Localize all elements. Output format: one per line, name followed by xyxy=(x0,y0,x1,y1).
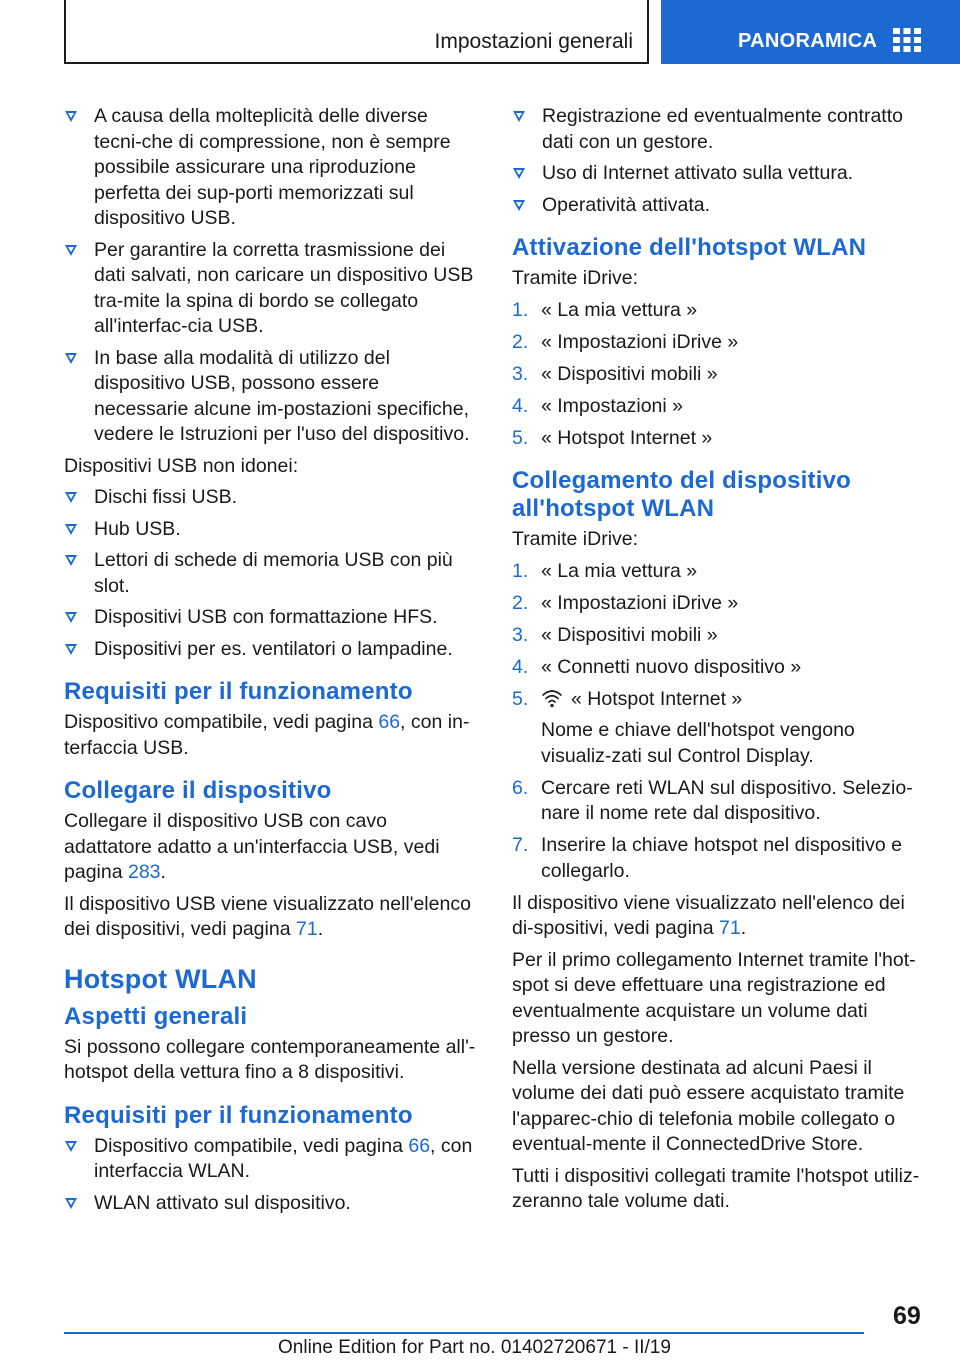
header-chapter-title: PANORAMICA xyxy=(738,30,878,52)
list-item: Lettori di schede di memoria USB con più slot. xyxy=(64,548,478,599)
list-item: WLAN attivato sul dispositivo. xyxy=(64,1191,478,1217)
page-link-66[interactable]: 66 xyxy=(408,1134,431,1157)
connect-device-text: Collegare il dispositivo USB con cavo adattatore adatto a un'interfaccia USB, vedi pagina 283. xyxy=(64,810,440,883)
data-volume-text: Nella versione destinata ad alcuni Paesi il volume dei dati può essere acquistato tramite l'apparec-chio di telefonia mobile collegato o eventual-mente il ConnectedDrive Store. xyxy=(512,1056,905,1155)
triangle-bullet-icon xyxy=(65,612,77,623)
triangle-bullet-icon xyxy=(513,200,525,211)
triangle-bullet-icon xyxy=(65,555,77,566)
triangle-bullet-icon xyxy=(65,1198,77,1209)
page-link-283[interactable]: 283 xyxy=(127,861,161,883)
right-column xyxy=(512,104,928,1221)
step-item: 5. « Hotspot Internet » Nome e chiave dell'hotspot vengono visualiz-zati sul Control Display. xyxy=(512,687,928,770)
triangle-bullet-icon xyxy=(65,1141,77,1152)
connect-steps-list xyxy=(512,559,928,885)
triangle-bullet-icon xyxy=(513,111,525,122)
list-item: A causa della molteplicità delle diverse tecni-che di compressione, non è sempre possibile assicurare una riproduzione perfetta dei sup-porti memorizzati sul dispositivo USB. xyxy=(64,104,478,232)
requirements-usb-text: Dispositivo compatibile, vedi pagina 66, con in-terfaccia USB. xyxy=(64,711,470,759)
step-item: 2. « Impostazioni iDrive » xyxy=(512,591,739,614)
device-shown-text: Il dispositivo USB viene visualizzato nell'elenco dei dispositivi, vedi pagina 71. xyxy=(64,892,471,940)
usb-notes-list xyxy=(64,104,478,448)
step-item: 4. « Impostazioni » xyxy=(512,394,683,417)
section-heading-general: Aspetti generali xyxy=(64,1002,248,1030)
section-heading-requirements-wlan: Requisiti per il funzionamento xyxy=(64,1101,413,1129)
step-item: 3. « Dispositivi mobili » xyxy=(512,623,718,646)
footer-rule xyxy=(64,1332,864,1334)
unsuitable-devices-list xyxy=(64,485,478,662)
triangle-bullet-icon xyxy=(65,492,77,503)
triangle-bullet-icon xyxy=(65,111,77,122)
step-note: Nome e chiave dell'hotspot vengono visualiz-zati sul Control Display. xyxy=(541,719,855,767)
page-link-66[interactable]: 66 xyxy=(378,711,401,733)
shared-volume-text: Tutti i dispositivi collegati tramite l'hotspot utiliz-zeranno tale volume dati. xyxy=(512,1164,920,1212)
list-item: Hub USB. xyxy=(64,517,478,543)
page-number: 69 xyxy=(893,1302,921,1330)
header-section-title: Impostazioni generali xyxy=(434,30,633,53)
triangle-bullet-icon xyxy=(65,524,77,535)
unsuitable-intro: Dispositivi USB non idonei: xyxy=(64,454,299,477)
step-item: 3. « Dispositivi mobili » xyxy=(512,362,718,385)
requirements-wlan-list xyxy=(64,1134,478,1217)
grid-icon xyxy=(893,28,921,52)
triangle-bullet-icon xyxy=(65,245,77,256)
step-item: 1. « La mia vettura » xyxy=(512,298,698,321)
list-item: Operatività attivata. xyxy=(512,193,928,219)
list-item: Registrazione ed eventualmente contratto dati con un gestore. xyxy=(512,104,928,155)
step-item: 4. « Connetti nuovo dispositivo » xyxy=(512,655,802,678)
connect-intro: Tramite iDrive: xyxy=(512,528,639,550)
activate-steps-list xyxy=(512,298,928,452)
step-item: 1. « La mia vettura » xyxy=(512,559,698,582)
header-chapter-tab[interactable] xyxy=(661,0,960,64)
list-item: Per garantire la corretta trasmissione dei dati salvati, non caricare un dispositivo USB tra-mite la spina di bordo se collegato all'interfac-cia USB. xyxy=(64,238,478,340)
left-column xyxy=(64,104,478,1222)
list-item: Dispositivi per es. ventilatori o lampadine. xyxy=(64,637,478,663)
section-heading-requirements-usb: Requisiti per il funzionamento xyxy=(64,678,413,705)
triangle-bullet-icon xyxy=(513,168,525,179)
list-item: Dispositivi USB con formattazione HFS. xyxy=(64,605,478,631)
section-heading-connect-hotspot: Collegamento del dispositivo all'hotspot WLAN xyxy=(512,467,851,522)
device-shown-text: Il dispositivo viene visualizzato nell'elenco dei di-spositivi, vedi pagina 71. xyxy=(512,891,905,939)
chapter-heading-hotspot: Hotspot WLAN xyxy=(64,963,257,994)
list-item: In base alla modalità di utilizzo del dispositivo USB, possono essere necessarie alcune im-postazioni specifiche, vedere le Istruzioni per l'uso del dispositivo. xyxy=(64,346,478,448)
requirements-continued-list xyxy=(512,104,928,218)
header-section-box xyxy=(64,0,649,64)
list-item: Uso di Internet attivato sulla vettura. xyxy=(512,161,928,187)
step-item: 5. « Hotspot Internet » xyxy=(512,426,713,449)
wifi-icon xyxy=(541,688,563,708)
step-item: 6. Cercare reti WLAN sul dispositivo. Selezio-nare il nome rete dal dispositivo. xyxy=(512,776,913,824)
section-heading-activate-hotspot: Attivazione dell'hotspot WLAN xyxy=(512,234,867,261)
step-item: 2. « Impostazioni iDrive » xyxy=(512,330,739,353)
first-connection-text: Per il primo collegamento Internet tramite l'hot-spot si deve effettuare una registrazione ed eventualmente acquistare un volume dati presso un gestore. xyxy=(512,948,916,1047)
list-item: Dispositivo compatibile, vedi pagina 66, con interfaccia WLAN. xyxy=(64,1134,478,1185)
list-item: Dischi fissi USB. xyxy=(64,485,478,511)
triangle-bullet-icon xyxy=(65,353,77,364)
page-link-71[interactable]: 71 xyxy=(719,917,741,939)
footer-edition: Online Edition for Part no. 01402720671 - II/19 xyxy=(278,1337,671,1358)
section-heading-connect-device: Collegare il dispositivo xyxy=(64,777,332,804)
general-text: Si possono collegare contemporaneamente all'-hotspot della vettura fino a 8 dispositivi. xyxy=(64,1035,476,1083)
activate-intro: Tramite iDrive: xyxy=(512,267,639,289)
page-link-71[interactable]: 71 xyxy=(295,918,318,940)
triangle-bullet-icon xyxy=(65,644,77,655)
step-item: 7. Inserire la chiave hotspot nel dispositivo e collegarlo. xyxy=(512,834,902,882)
